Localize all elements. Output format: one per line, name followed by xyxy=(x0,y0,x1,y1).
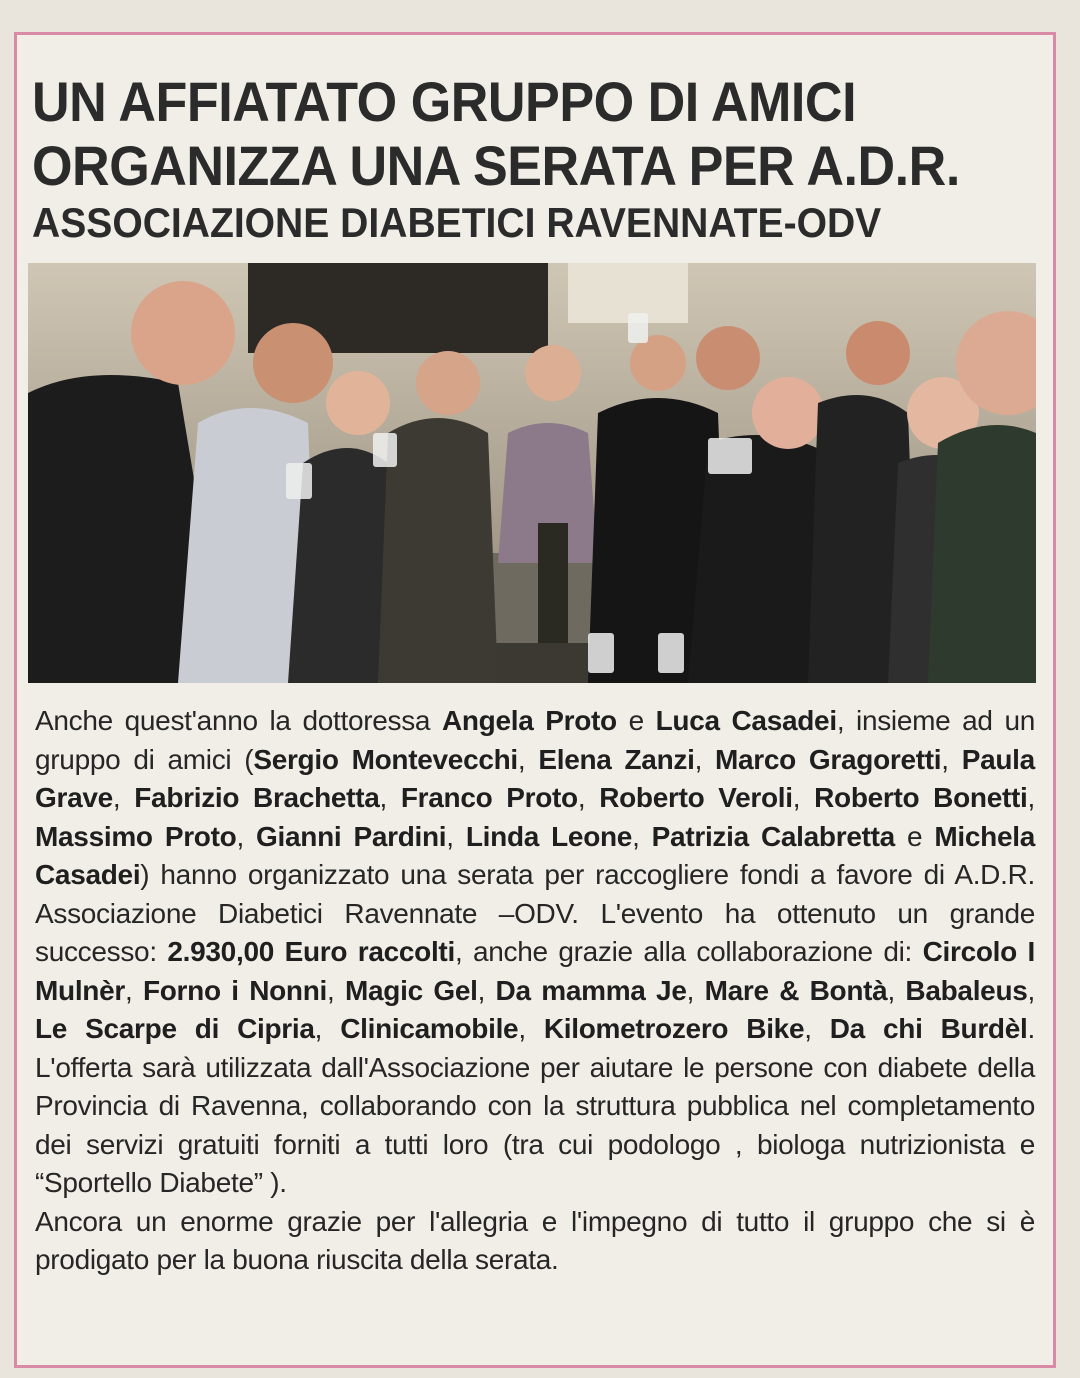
text-run: , xyxy=(577,782,600,813)
bold-name: Roberto Bonetti xyxy=(814,782,1028,813)
bold-name: Franco Proto xyxy=(400,782,578,813)
bold-name: Massimo Proto xyxy=(35,820,237,852)
text-run: , xyxy=(1027,974,1036,1006)
headline-line-2: ORGANIZZA UNA SERATA PER A.D.R. xyxy=(32,134,960,197)
bold-name: Clinicamobile xyxy=(340,1013,519,1044)
headline-subtitle: ASSOCIAZIONE DIABETICI RAVENNATE-ODV xyxy=(32,199,882,246)
bold-name: Michela Casadei xyxy=(35,820,1036,890)
text-run: , xyxy=(1027,782,1035,813)
text-run: , xyxy=(124,974,143,1006)
text-run: e xyxy=(616,705,656,736)
text-run: , xyxy=(804,1013,830,1044)
text-run: , xyxy=(518,1013,544,1044)
text-run: , xyxy=(236,820,257,852)
bold-name: Sergio Montevecchi xyxy=(253,743,518,775)
bold-name: Magic Gel xyxy=(345,974,478,1006)
text-run: , xyxy=(632,820,652,852)
bold-name: Fabrizio Brachetta xyxy=(134,782,380,813)
text-run: . L'offerta sarà utilizzata dall'Associazione per aiutare le persone con diabete della Provincia di Ravenna, collaborando con la struttura pubblica nel completamento dei servizi gratuiti forniti a tutti loro (tra cui podologo , biologa nutrizionista e “Sportello Diabete” ). xyxy=(35,1013,1035,1198)
text-run: , insieme ad un gruppo di amici ( xyxy=(35,705,1035,775)
text-run: , xyxy=(379,782,401,813)
text-run: ) hanno organizzato una serata per raccogliere fondi a favore di A.D.R. Associazione Diabetici Ravennate –ODV. L'evento ha ottenuto un grande successo: xyxy=(35,859,1035,967)
text-run: , xyxy=(686,974,705,1006)
bold-name: Linda Leone xyxy=(465,820,633,852)
text-run: , xyxy=(887,974,906,1006)
bold-name: Kilometrozero Bike xyxy=(543,1013,805,1044)
bold-name: Patrizia Calabretta xyxy=(651,820,895,852)
bold-name: Forno i Nonni xyxy=(142,974,328,1006)
bold-name: Angela Proto xyxy=(441,705,617,736)
article-paragraph-1 xyxy=(35,702,1035,1203)
bold-name: Mare & Bontà xyxy=(704,974,888,1006)
bold-name: Le Scarpe di Cipria xyxy=(35,1013,315,1044)
text-run: , xyxy=(517,743,539,775)
text-run: , xyxy=(694,743,715,775)
group-photo xyxy=(28,263,1036,683)
text-run: , xyxy=(477,974,496,1006)
text-run: , xyxy=(792,782,815,813)
text-run: Anche quest'anno la dottoressa xyxy=(35,705,442,736)
text-run: , xyxy=(112,782,135,813)
headline xyxy=(32,70,1052,248)
bold-name: Roberto Veroli xyxy=(599,782,793,813)
bold-name: Luca Casadei xyxy=(655,705,837,736)
article-body xyxy=(35,702,1035,1280)
bold-name: Da chi Burdèl xyxy=(829,1013,1028,1044)
group-photo-illustration xyxy=(28,263,1036,683)
text-run: e xyxy=(894,820,935,852)
text-run: , xyxy=(314,1013,341,1044)
bold-name: Babaleus xyxy=(905,974,1028,1006)
article-paragraph-2: Ancora un enorme grazie per l'allegria e l'impegno di tutto il gruppo che si è prodigato per la buona riuscita della serata. xyxy=(35,1205,1035,1275)
bold-name: Circolo I Mulnèr xyxy=(35,936,1035,1006)
text-run: , xyxy=(446,820,466,852)
bold-name: Gianni Pardini xyxy=(256,820,447,852)
bold-name: Paula Grave xyxy=(35,743,1035,813)
bold-name: Da mamma Je xyxy=(495,974,687,1006)
headline-line-1: UN AFFIATATO GRUPPO DI AMICI xyxy=(32,70,857,133)
bold-name: Elena Zanzi xyxy=(538,743,695,775)
text-run: , xyxy=(941,743,962,775)
bold-name: 2.930,00 Euro raccolti xyxy=(167,936,455,967)
text-run: , anche grazie alla collaborazione di: xyxy=(454,936,923,967)
text-run: , xyxy=(327,974,345,1006)
bold-name: Marco Gragoretti xyxy=(715,743,942,775)
